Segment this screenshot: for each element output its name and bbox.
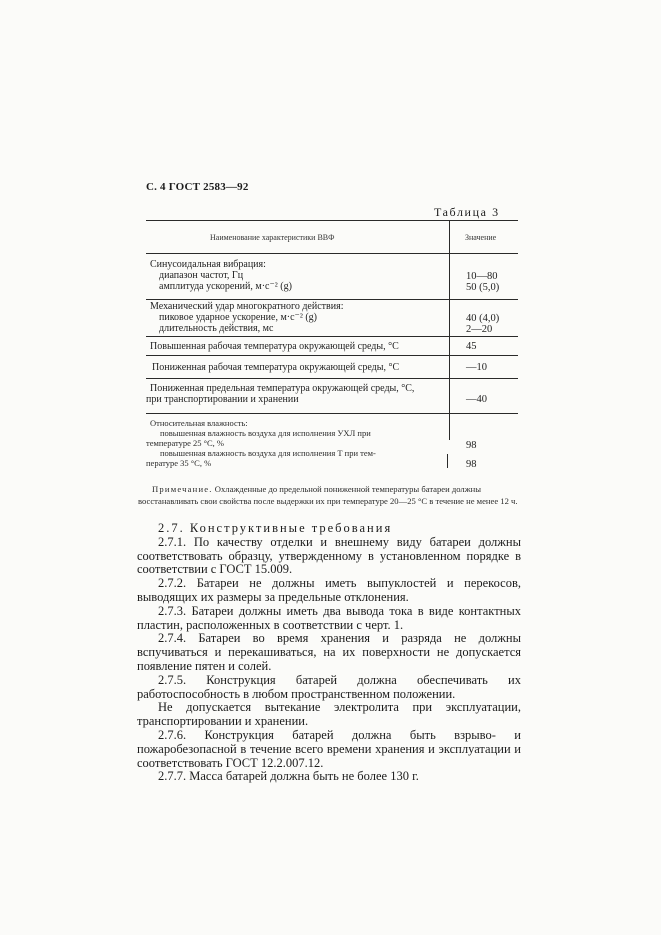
row-6-line-2: повышенная влажность воздуха для исполнения УХЛ при <box>160 428 371 438</box>
row-2-value-1: 40 (4,0) <box>466 313 500 324</box>
row-3-line-1: Повышенная рабочая температура окружающей среды, °С <box>150 341 399 352</box>
paragraph-2-7-1: 2.7.1. По качеству отделки и внешнему виду батареи должны соответствовать образцу, утвержденному в установленном порядке в соответствии с ГОСТ 15.009. <box>137 534 521 577</box>
section-title: Конструктивные требования <box>189 521 393 535</box>
col-header-value: Значение <box>465 233 497 242</box>
row-5-line-2: при транспортировании и хранении <box>146 394 299 405</box>
row-6-line-5: пературе 35 °С, % <box>146 458 212 468</box>
row-6-value-2: 98 <box>466 459 477 470</box>
row-4-value: —10 <box>466 362 487 373</box>
row-5-value: —40 <box>466 394 487 405</box>
row-3-value: 45 <box>466 341 477 352</box>
row-6-value-1: 98 <box>466 440 477 451</box>
row-1-line-3: амплитуда ускорений, м·с⁻² (g) <box>159 281 292 292</box>
row-1-value-1: 10—80 <box>466 271 498 282</box>
paragraph-2-7-5: 2.7.5. Конструкция батарей должна обеспечивать их работоспособность в любом пространственном положении. <box>137 672 521 701</box>
row-6-line-1: Относительная влажность: <box>150 418 248 428</box>
row-6-line-3: температуре 25 °С, % <box>146 438 225 448</box>
table-note <box>138 484 518 507</box>
row-1-value-2: 50 (5,0) <box>466 282 500 293</box>
row-1-line-1: Синусоидальная вибрация: <box>150 259 266 270</box>
table-caption: Таблица 3 <box>434 205 500 219</box>
row-2-line-1: Механический удар многократного действия: <box>150 301 344 312</box>
row-5-line-1: Пониженная предельная температура окружающей среды, °С, <box>150 383 415 394</box>
paragraph-2-7-6: 2.7.6. Конструкция батарей должна быть взрыво- и пожаробезопасной в течение всего времени хранения и эксплуатации и соответствовать ГОСТ 12.2.007.12. <box>137 727 521 770</box>
section-number: 2.7. <box>158 521 185 535</box>
running-head: С. 4 ГОСТ 2583—92 <box>146 181 249 193</box>
section-heading <box>137 522 521 536</box>
row-6-line-4: повышенная влажность воздуха для исполнения Т при тем- <box>160 448 376 458</box>
col-header-param: Наименование характеристики ВВФ <box>210 233 335 242</box>
note-text: Охлажденные до предельной пониженной температуры батареи должны восстанавливать свои свойства после выдержки их при температуре 20—25 °С в течение не менее 12 ч. <box>138 484 518 506</box>
paragraph-2-7-3: 2.7.3. Батареи должны иметь два вывода тока в виде контактных пластин, расположенных в соответствии с черт. 1. <box>137 603 521 632</box>
section-2-7 <box>137 522 521 784</box>
row-2-line-2: пиковое ударное ускорение, м·с⁻² (g) <box>159 312 317 323</box>
note-label: Примечание. <box>152 484 213 494</box>
paragraph-2-7-5-cont: Не допускается вытекание электролита при эксплуатации, транспортировании и хранении. <box>137 700 521 729</box>
row-4-line-1: Пониженная рабочая температура окружающей среды, °С <box>152 362 400 373</box>
paragraph-2-7-4: 2.7.4. Батареи во время хранения и разряда не должны вспучиваться и перекашиваться, на их поверхности не допускается появление пятен и солей. <box>137 631 521 673</box>
row-2-value-2: 2—20 <box>466 324 493 335</box>
row-2-line-3: длительность действия, мс <box>159 323 274 334</box>
row-1-line-2: диапазон частот, Гц <box>159 270 244 281</box>
paragraph-2-7-7: 2.7.7. Масса батарей должна быть не более 130 г. <box>158 769 419 784</box>
paragraph-2-7-2: 2.7.2. Батареи не должны иметь выпуклостей и перекосов, выводящих их размеры за предельные отклонения. <box>137 576 521 604</box>
